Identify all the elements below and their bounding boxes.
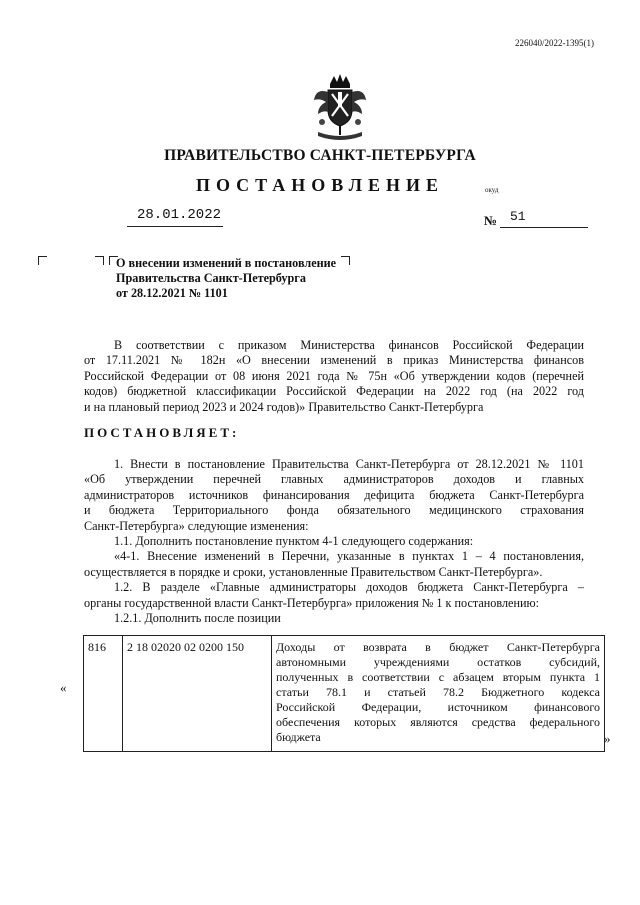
text-line: и на плановый период 2023 и 2024 годов)» Правительство Санкт-Петербурга — [84, 399, 484, 414]
table-row — [84, 636, 605, 752]
description-line: бюджета — [276, 730, 321, 744]
admin-code-cell: 816 — [84, 636, 123, 752]
text-line: кодов) бюджетной классификации Российской Федерации на 2022 год (на 2022 год — [84, 384, 584, 399]
subject-line: от 28.12.2021 № 1101 — [116, 286, 228, 300]
text-line: Санкт-Петербурга» следующие изменения: — [84, 518, 309, 533]
description-line: полученных в соответствии с абзацем вторым пункта 1 — [276, 670, 600, 684]
bracket-right-icon — [341, 256, 350, 265]
item-1-1: 1.1. Дополнить постановление пунктом 4-1 следующего содержания: — [114, 534, 474, 549]
document-code: 226040/2022-1395(1) — [515, 38, 594, 48]
description-line: статьи 78.1 и статьей 78.2 Бюджетного кодекса — [276, 685, 600, 699]
number-sign: № — [484, 213, 498, 228]
date-underline — [127, 226, 223, 227]
government-title: ПРАВИТЕЛЬСТВО САНКТ-ПЕТЕРБУРГА — [164, 147, 476, 164]
description-line: автономными учреждениями остатков субсидий, — [276, 655, 600, 669]
number-underline — [500, 227, 588, 228]
text-line: 1.2. В разделе «Главные администраторы доходов бюджета Санкт-Петербурга – — [114, 580, 584, 595]
quote-open: « — [60, 680, 67, 695]
text-line: 1. Внести в постановление Правительства Санкт-Петербурга от 28.12.2021 № 1101 — [114, 457, 584, 471]
description-line: Доходы от возврата в бюджет Санкт-Петербурга — [276, 640, 600, 654]
corner-mark-top-right-icon — [95, 256, 104, 265]
subject-line: Правительства Санкт-Петербурга — [116, 271, 306, 285]
text-line: и бюджета Территориального фонда обязательного медицинского страхования — [84, 503, 584, 518]
text-line: Российской Федерации от 08 июня 2021 года № 75н «Об утверждении кодов (перечней — [84, 368, 584, 383]
document-subject — [116, 256, 336, 301]
coat-of-arms-icon — [304, 70, 376, 142]
text-line: органы государственной власти Санкт-Петербурга» приложения № 1 к постановлению: — [84, 595, 539, 610]
resolves-heading: ПОСТАНОВЛЯЕТ: — [84, 425, 240, 440]
item-1-paragraph — [84, 457, 584, 626]
okud-label: окуд — [485, 186, 499, 194]
item-1-2-1: 1.2.1. Дополнить после позиции — [114, 611, 281, 626]
description-cell — [272, 636, 605, 752]
text-line: администраторов источников финансирования дефицита бюджета Санкт-Петербурга — [84, 487, 584, 502]
text-line: от 17.11.2021 № 182н «О внесении изменений в приказ Министерства финансов — [84, 353, 584, 368]
text-line: «4-1. Внесение изменений в Перечни, указанные в пунктах 1 – 4 постановления, — [114, 549, 584, 564]
text-line: осуществляется в порядке и сроки, установленные Правительством Санкт-Петербурга». — [84, 564, 543, 579]
quote-close: » — [604, 731, 611, 746]
preamble-paragraph — [84, 338, 584, 415]
document-date: 28.01.2022 — [137, 207, 222, 223]
budget-codes-table — [83, 635, 605, 752]
description-line: Российской Федерации, источником финансового — [276, 700, 600, 714]
text-line: «Об утверждении перечней главных администраторов доходов и главных — [84, 472, 584, 487]
subject-line: О внесении изменений в постановление — [116, 256, 337, 270]
text-line: В соответствии с приказом Министерства финансов Российской Федерации — [114, 338, 584, 352]
document-number: 51 — [510, 209, 526, 224]
description-line: обеспечения которых являются средства федерального — [276, 715, 600, 729]
document-type-heading: ПОСТАНОВЛЕНИЕ — [195, 175, 445, 195]
corner-mark-top-left-icon — [38, 256, 47, 265]
kbk-code-cell: 2 18 02020 02 0200 150 — [123, 636, 272, 752]
